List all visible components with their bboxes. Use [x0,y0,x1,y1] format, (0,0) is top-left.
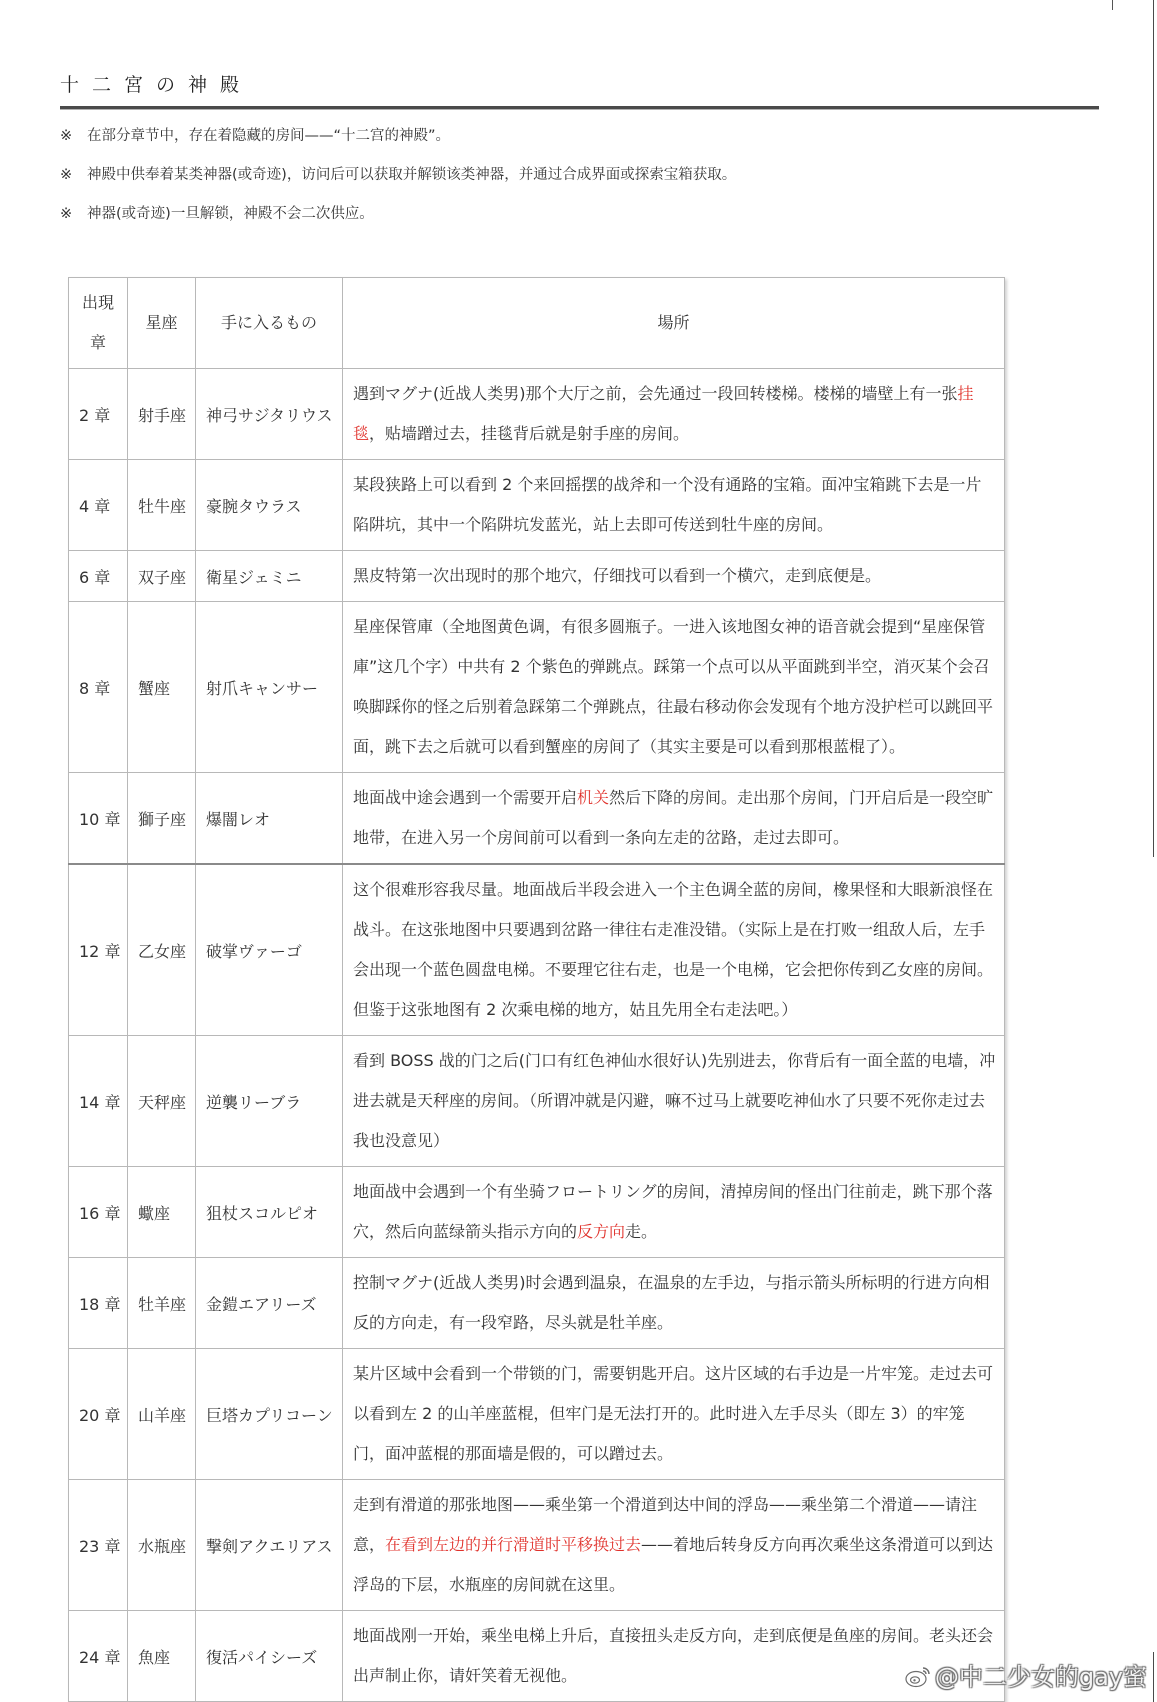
header-item: 手に入るもの [196,278,343,369]
note-mark: ※ [60,167,73,183]
table-row [69,460,1005,551]
table-row [69,1167,1005,1258]
location-highlight: 机关 [577,788,610,807]
reward-cell: 金鎧エアリーズ [196,1258,343,1349]
chapter-cell: 16 章 [69,1167,128,1258]
chapter-cell: 12 章 [69,864,128,1036]
location-cell [343,1036,1005,1167]
table-row [69,602,1005,773]
location-text: 地面战刚一开始，乘坐电梯上升后，直接扭头走反方向，走到底便是鱼座的房间。老头还会出声制止你，请奸笑着无视他。 [353,1626,994,1685]
note-item [60,202,1060,241]
table-row [69,1258,1005,1349]
location-text: 控制マグナ(近战人类男)时会遇到温泉，在温泉的左手边，与指示箭头所标明的行进方向相反的方向走，有一段窄路，尽头就是牡羊座。 [353,1273,990,1332]
note-item [60,124,1060,163]
chapter-cell: 8 章 [69,602,128,773]
location-text: 某片区域中会看到一个带锁的门，需要钥匙开启。这片区域的右手边是一片牢笼。走过去可以看到左 2 的山羊座蓝棍，但牢门是无法打开的。此时进入左手尽头（即左 3）的牢笼门，面冲蓝棍的那面墙是假的，可以蹭过去。 [353,1364,994,1463]
location-cell [343,369,1005,460]
note-text: 神器(或奇迹)一旦解锁，神殿不会二次供应。 [87,206,374,222]
reward-cell: 狙杖スコルピオ [196,1167,343,1258]
location-cell [343,460,1005,551]
location-highlight: 在看到左边的并行滑道时平移换过去 [385,1535,642,1554]
constellation-cell: 天秤座 [128,1036,196,1167]
temple-table [68,277,1005,1702]
note-mark: ※ [60,128,73,144]
constellation-cell: 牡牛座 [128,460,196,551]
location-cell [343,1167,1005,1258]
constellation-cell: 双子座 [128,551,196,602]
table-row [69,773,1005,865]
header-location: 場所 [343,278,1005,369]
location-cell [343,602,1005,773]
header-chapter-label: 出現章 [81,293,114,352]
notes-list [60,124,1060,241]
chapter-cell: 24 章 [69,1611,128,1702]
reward-cell: 巨塔カプリコーン [196,1349,343,1480]
constellation-cell: 水瓶座 [128,1480,196,1611]
location-highlight: 反方向 [577,1222,626,1241]
title-divider [60,106,1099,110]
location-text: 星座保管庫（全地图黄色调，有很多圆瓶子。一进入该地图女神的语音就会提到“星座保管庫”这几个字）中共有 2 个紫色的弹跳点。踩第一个点可以从平面跳到半空，消灭某个会召唤脚踩你的怪之后别着急踩第二个弹跳点，往最右移动你会发现有个地方没护栏可以跳回平面，跳下去之后就可以看到蟹座的房间了（其实主要是可以看到那根蓝棍了）。 [353,617,994,756]
note-text: 在部分章节中，存在着隐藏的房间——“十二宫的神殿”。 [87,128,451,144]
location-text: 看到 BOSS 战的门之后(门口有红色神仙水很好认)先别进去，你背后有一面全蓝的电墙，冲进去就是天秤座的房间。（所谓冲就是闪避，嘛不过马上就要吃神仙水了只要不死你走过去我也没意见） [353,1051,996,1150]
location-text: 然后下降的房间。走出那个房间，门开启后是一段空旷地带，在进入另一个房间前可以看到一条向左走的岔路，走过去即可。 [353,788,994,847]
chapter-cell: 4 章 [69,460,128,551]
constellation-cell: 蟹座 [128,602,196,773]
reward-cell: 復活パイシーズ [196,1611,343,1702]
location-cell [343,864,1005,1036]
chapter-cell: 14 章 [69,1036,128,1167]
chapter-cell: 18 章 [69,1258,128,1349]
location-text: ——着地后转身反方向再次乘坐这条滑道可以到达浮岛的下层，水瓶座的房间就在这里。 [353,1535,994,1594]
reward-cell: 射爪キャンサー [196,602,343,773]
chapter-cell: 6 章 [69,551,128,602]
location-text: 地面战中会遇到一个有坐骑フロートリング的房间，清掉房间的怪出门往前走，跳下那个落穴，然后向蓝绿箭头指示方向的 [353,1182,993,1241]
location-text: 某段狭路上可以看到 2 个来回摇摆的战斧和一个没有通路的宝箱。面冲宝箱跳下去是一片陷阱坑，其中一个陷阱坑发蓝光，站上去即可传送到牡牛座的房间。 [353,475,982,534]
location-cell [343,1258,1005,1349]
table-row [69,369,1005,460]
location-text: ，贴墙蹭过去，挂毯背后就是射手座的房间。 [369,424,690,443]
reward-cell: 逆襲リーブラ [196,1036,343,1167]
table-row [69,864,1005,1036]
reward-cell: 衛星ジェミニ [196,551,343,602]
location-text: 黑皮特第一次出现时的那个地穴，仔细找可以看到一个横穴，走到底便是。 [353,566,882,585]
location-text: 走到有滑道的那张地图——乘坐第一个滑道到达中间的浮岛——乘坐第二个滑道——请注意， [353,1495,978,1554]
header-sign: 星座 [128,278,196,369]
constellation-cell: 蠍座 [128,1167,196,1258]
constellation-cell: 射手座 [128,369,196,460]
note-text: 神殿中供奉着某类神器(或奇迹)，访问后可以获取并解锁该类神器，并通过合成界面或探索宝箱获取。 [87,167,737,183]
watermark-text: @中二少女的gay蜜 [934,1663,1147,1691]
location-highlight: 挂毯 [353,384,974,443]
reward-cell: 豪腕タウラス [196,460,343,551]
constellation-cell: 魚座 [128,1611,196,1702]
weibo-logo-icon [904,1665,932,1689]
constellation-cell: 山羊座 [128,1349,196,1480]
chapter-cell: 2 章 [69,369,128,460]
table-row [69,551,1005,602]
location-text: 走。 [625,1222,658,1241]
table-row [69,1349,1005,1480]
note-mark: ※ [60,206,73,222]
reward-cell: 破掌ヴァーゴ [196,864,343,1036]
chapter-cell: 10 章 [69,773,128,865]
constellation-cell: 獅子座 [128,773,196,865]
location-cell [343,1480,1005,1611]
page-edge-line-bottom [1153,1652,1154,1702]
chapter-cell: 23 章 [69,1480,128,1611]
location-cell [343,1349,1005,1480]
header-chapter [69,278,128,369]
location-text: 地面战中途会遇到一个需要开启 [353,788,578,807]
crop-mark [1112,0,1113,10]
location-text: 遇到マグナ(近战人类男)那个大厅之前，会先通过一段回转楼梯。楼梯的墙壁上有一张 [353,384,958,403]
location-cell [343,773,1005,865]
watermark [904,1662,1147,1692]
constellation-cell: 牡羊座 [128,1258,196,1349]
page-edge-line [1153,0,1154,857]
table-row [69,1480,1005,1611]
constellation-cell: 乙女座 [128,864,196,1036]
note-item [60,163,1060,202]
table-row [69,1036,1005,1167]
table-header-row [69,278,1005,369]
location-cell [343,551,1005,602]
page-title: 十二宮の神殿 [60,74,253,96]
reward-cell: 神弓サジタリウス [196,369,343,460]
location-text: 这个很难形容我尽量。地面战后半段会进入一个主色调全蓝的房间，橡果怪和大眼新浪怪在战斗。在这张地图中只要遇到岔路一律往右走准没错。（实际上是在打败一组敌人后，左手会出现一个蓝色圆盘电梯。不要理它往右走，也是一个电梯，它会把你传到乙女座的房间。但鉴于这张地图有 2 次乘电梯的地方，姑且先用全右走法吧。） [353,880,994,1019]
reward-cell: 爆闇レオ [196,773,343,865]
table-row [69,1611,1005,1702]
chapter-cell: 20 章 [69,1349,128,1480]
reward-cell: 撃剣アクエリアス [196,1480,343,1611]
